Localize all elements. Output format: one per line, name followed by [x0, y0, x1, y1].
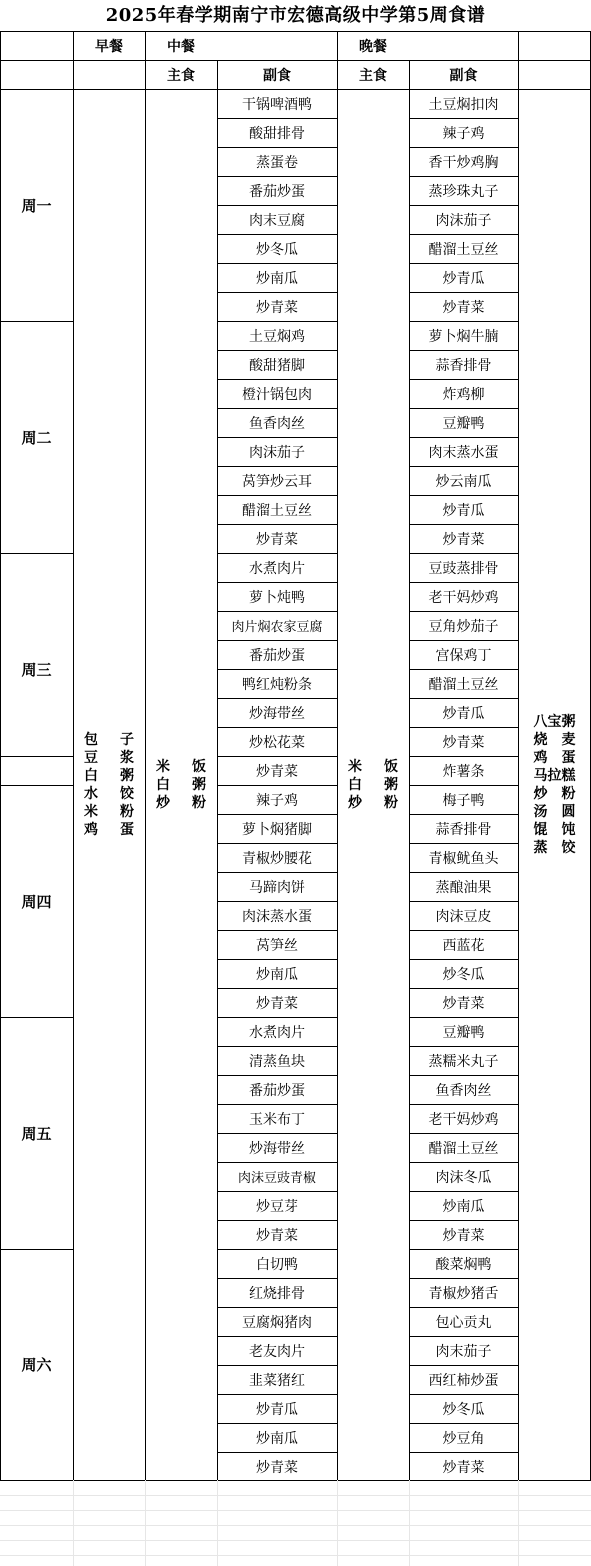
grid-line — [0, 89, 591, 90]
dinner-side-dish: 炒冬瓜 — [442, 966, 485, 983]
night-snack-item: 蛋 — [561, 749, 576, 766]
row-line — [409, 1423, 518, 1424]
dinner-side-dish: 醋溜土豆丝 — [428, 241, 499, 258]
lunch-side-dish: 鸭红炖粉条 — [242, 676, 312, 693]
lunch-side-dish: 炒南瓜 — [256, 966, 298, 983]
row-line — [409, 321, 518, 322]
lunch-side-dish: 萝卜炖鸭 — [249, 589, 305, 606]
row-line — [409, 553, 518, 554]
empty-grid-line — [145, 1480, 146, 1566]
dinner-side-dish: 肉沫冬瓜 — [435, 1169, 492, 1186]
day-separator — [0, 553, 73, 554]
lunch-side-dish: 番茄炒蛋 — [249, 183, 305, 200]
dinner-side-dish: 炒青菜 — [442, 995, 485, 1012]
dinner-side-dish: 炒青菜 — [442, 1227, 485, 1244]
row-line — [217, 1104, 337, 1105]
dinner-side-dish: 宫保鸡丁 — [435, 647, 492, 664]
breakfast-items-cell — [73, 89, 145, 1480]
row-line — [217, 756, 337, 757]
row-line — [409, 379, 518, 380]
lunch-side-dish: 番茄炒蛋 — [249, 647, 305, 664]
empty-grid-line — [337, 1480, 338, 1566]
dinner-side-dish: 肉沫茄子 — [435, 212, 492, 229]
row-line — [409, 1278, 518, 1279]
breakfast-items — [84, 731, 134, 839]
row-line — [409, 1017, 518, 1018]
grid-line — [0, 60, 591, 61]
dinner-side-dish: 炒豆角 — [442, 1430, 485, 1447]
empty-grid-line — [73, 1480, 74, 1566]
header-lunch-side: 副食 — [263, 67, 291, 84]
row-line — [217, 147, 337, 148]
lunch-side-dish: 炒青菜 — [256, 995, 298, 1012]
row-line — [409, 640, 518, 641]
lunch-side-dish: 炒南瓜 — [256, 1430, 298, 1447]
row-line — [217, 379, 337, 380]
day-label: 周五 — [21, 1124, 52, 1143]
row-line — [217, 727, 337, 728]
lunch-side-dish: 肉片焖农家豆腐 — [231, 620, 323, 635]
lunch-staple-item: 白 — [156, 776, 170, 793]
breakfast-item: 粉 — [120, 803, 134, 820]
dinner-side-dish: 醋溜土豆丝 — [428, 1140, 499, 1157]
row-line — [217, 408, 337, 409]
dinner-side-dish: 蒸糯米丸子 — [428, 1053, 499, 1070]
dinner-staple-items — [348, 758, 398, 812]
lunch-side-dish: 炒南瓜 — [256, 270, 298, 287]
row-line — [217, 814, 337, 815]
dinner-side-dish: 老干妈炒鸡 — [428, 589, 499, 606]
row-line — [409, 1365, 518, 1366]
row-line — [409, 611, 518, 612]
breakfast-item: 蛋 — [120, 821, 134, 838]
lunch-staple-item: 炒 — [156, 794, 170, 811]
lunch-staple-item: 米 — [156, 758, 170, 775]
dinner-side-dish: 炒青菜 — [442, 1459, 485, 1476]
dinner-side-dish: 炒冬瓜 — [442, 1401, 485, 1418]
row-line — [217, 930, 337, 931]
row-line — [409, 988, 518, 989]
lunch-side-dish: 炒海带丝 — [249, 1140, 305, 1157]
night-snack-item: 圆 — [561, 803, 576, 820]
row-line — [217, 205, 337, 206]
lunch-staple-item: 粉 — [192, 794, 206, 811]
row-line — [217, 1423, 337, 1424]
day-separator — [0, 1249, 73, 1250]
lunch-side-dish: 清蒸鱼块 — [249, 1053, 305, 1070]
row-line — [409, 1336, 518, 1337]
dinner-side-dish: 萝卜焖牛腩 — [428, 328, 499, 345]
row-line — [217, 1191, 337, 1192]
row-line — [409, 1046, 518, 1047]
lunch-side-dish: 韭菜猪红 — [249, 1372, 305, 1389]
row-line — [409, 1307, 518, 1308]
header-lunch: 中餐 — [167, 38, 195, 55]
row-line — [217, 872, 337, 873]
row-line — [409, 1075, 518, 1076]
table-border — [0, 31, 591, 32]
row-line — [217, 1336, 337, 1337]
dinner-side-dish: 炒云南瓜 — [435, 473, 492, 490]
row-line — [409, 1191, 518, 1192]
dinner-staple-item: 粥 — [384, 776, 398, 793]
lunch-side-dish: 老友肉片 — [249, 1343, 305, 1360]
row-line — [217, 1133, 337, 1134]
night-snack-item: 汤 — [533, 803, 548, 820]
row-line — [409, 698, 518, 699]
row-line — [409, 118, 518, 119]
lunch-side-dish: 玉米布丁 — [249, 1111, 305, 1128]
row-line — [409, 814, 518, 815]
day-label: 周二 — [21, 428, 52, 447]
row-line — [217, 1075, 337, 1076]
night-snack-item: 鸡 — [533, 749, 548, 766]
row-line — [409, 959, 518, 960]
row-line — [217, 843, 337, 844]
row-line — [217, 1394, 337, 1395]
day-label: 周一 — [21, 196, 52, 215]
row-line — [217, 234, 337, 235]
row-line — [409, 1452, 518, 1453]
row-line — [217, 669, 337, 670]
row-line — [409, 843, 518, 844]
night-snack-item: 麦 — [561, 731, 576, 748]
row-line — [409, 582, 518, 583]
dinner-staple-item: 粉 — [384, 794, 398, 811]
night-snack-item: 饨 — [561, 821, 576, 838]
dinner-side-dish: 包心贡丸 — [435, 1314, 492, 1331]
dinner-side-dish: 辣子鸡 — [442, 125, 485, 142]
empty-grid-line — [0, 1540, 591, 1541]
row-line — [409, 1249, 518, 1250]
lunch-side-dish: 炒冬瓜 — [256, 241, 298, 258]
lunch-side-dish: 橙汁锅包肉 — [242, 386, 312, 403]
empty-grid-line — [217, 1480, 218, 1566]
dinner-side-dish: 梅子鸭 — [442, 792, 485, 809]
row-line — [217, 1220, 337, 1221]
row-line — [217, 466, 337, 467]
dinner-side-dish: 西蓝花 — [442, 937, 485, 954]
dinner-side-dish: 炒青瓜 — [442, 270, 485, 287]
dinner-side-dish: 西红柿炒蛋 — [428, 1372, 499, 1389]
row-line — [217, 1249, 337, 1250]
night-snack-item: 蒸 — [533, 839, 548, 856]
day-separator — [0, 756, 73, 757]
row-line — [217, 959, 337, 960]
row-line — [217, 901, 337, 902]
header-lunch-staple: 主食 — [167, 67, 195, 84]
row-line — [409, 466, 518, 467]
dinner-staple-item: 饭 — [384, 758, 398, 775]
row-line — [217, 350, 337, 351]
lunch-side-dish: 炒松花菜 — [249, 734, 305, 751]
lunch-side-dish: 肉沫蒸水蛋 — [242, 908, 312, 925]
dinner-side-dish: 香干炒鸡胸 — [428, 154, 499, 171]
breakfast-item: 白 — [84, 767, 98, 784]
day-separator — [0, 1017, 73, 1018]
row-line — [217, 263, 337, 264]
dinner-staple-item: 米 — [348, 758, 362, 775]
row-line — [409, 176, 518, 177]
table-border — [0, 1480, 591, 1481]
row-line — [409, 1162, 518, 1163]
lunch-side-dish: 炒青菜 — [256, 1459, 298, 1476]
lunch-staple-items — [156, 758, 206, 812]
dinner-side-dish: 炒南瓜 — [442, 1198, 485, 1215]
lunch-staple-item: 饭 — [192, 758, 206, 775]
dinner-side-dish: 炒青瓜 — [442, 705, 485, 722]
row-line — [217, 437, 337, 438]
dinner-side-dish: 鱼香肉丝 — [435, 1082, 492, 1099]
day-label: 周六 — [21, 1356, 52, 1374]
day-label: 周三 — [21, 660, 52, 679]
night-snack-items — [534, 713, 576, 857]
dinner-staple-cell — [337, 89, 409, 1480]
lunch-side-dish: 炒青菜 — [256, 1227, 298, 1244]
grid-line — [409, 60, 410, 1480]
night-snack-item: 马拉糕 — [533, 767, 576, 784]
lunch-side-dish: 青椒炒腰花 — [242, 850, 312, 867]
lunch-side-dish: 炒青菜 — [256, 763, 298, 780]
lunch-side-dish: 蒸蛋卷 — [256, 154, 298, 171]
row-line — [217, 1162, 337, 1163]
lunch-side-dish: 炒海带丝 — [249, 705, 305, 722]
dinner-side-dish: 蒜香排骨 — [435, 821, 492, 838]
row-line — [217, 495, 337, 496]
grid-line — [337, 31, 338, 1480]
night-snack-item: 烧 — [533, 731, 548, 748]
lunch-side-dish: 鱼香肉丝 — [249, 415, 305, 432]
row-line — [217, 582, 337, 583]
lunch-side-dish: 萝卜焖猪脚 — [242, 821, 312, 838]
dinner-side-dish: 炒青菜 — [442, 734, 485, 751]
row-line — [409, 495, 518, 496]
lunch-side-dish: 肉沫茄子 — [249, 444, 305, 461]
lunch-side-dish: 炒豆芽 — [256, 1198, 298, 1215]
lunch-side-dish: 醋溜土豆丝 — [242, 502, 312, 519]
lunch-side-dish: 白切鸭 — [256, 1256, 298, 1273]
breakfast-item: 浆 — [120, 749, 134, 766]
row-line — [217, 321, 337, 322]
row-line — [409, 1104, 518, 1105]
lunch-side-dish: 水煮肉片 — [249, 560, 305, 577]
breakfast-item: 包 — [84, 731, 98, 748]
breakfast-item: 粥 — [120, 767, 134, 784]
row-line — [217, 1365, 337, 1366]
dinner-side-dish: 青椒鱿鱼头 — [428, 850, 499, 867]
lunch-side-dish: 土豆焖鸡 — [249, 328, 305, 345]
dinner-staple-item: 炒 — [348, 794, 362, 811]
empty-grid-line — [0, 1495, 591, 1496]
row-line — [409, 930, 518, 931]
lunch-side-dish: 马蹄肉饼 — [249, 879, 305, 896]
night-snack-item: 八宝粥 — [533, 713, 576, 730]
dinner-side-dish: 肉末茄子 — [435, 1343, 492, 1360]
dinner-side-dish: 青椒炒猪舌 — [428, 1285, 499, 1302]
row-line — [217, 640, 337, 641]
lunch-side-dish: 莴笋丝 — [256, 937, 298, 954]
dinner-side-dish: 蒜香排骨 — [435, 357, 492, 374]
day-label: 周四 — [21, 892, 52, 911]
dinner-side-dish: 酸菜焖鸭 — [435, 1256, 492, 1273]
row-line — [217, 524, 337, 525]
page-title: 2025年春学期南宁市宏德高级中学第5周食谱 — [105, 5, 486, 26]
dinner-side-dish: 炒青菜 — [442, 299, 485, 316]
row-line — [409, 350, 518, 351]
breakfast-item: 水 — [84, 785, 98, 802]
lunch-side-dish: 炒青瓜 — [256, 1401, 298, 1418]
lunch-side-dish: 干锅啤酒鸭 — [242, 96, 312, 113]
breakfast-item: 米 — [84, 803, 98, 820]
row-line — [217, 988, 337, 989]
dinner-side-dish: 豆瓣鸭 — [442, 415, 485, 432]
dinner-side-dish: 醋溜土豆丝 — [428, 676, 499, 693]
lunch-side-dish: 水煮肉片 — [249, 1024, 305, 1041]
lunch-side-dish: 酸甜排骨 — [249, 125, 305, 142]
row-line — [409, 1133, 518, 1134]
night-snack-item: 馄 — [533, 821, 548, 838]
row-line — [217, 1307, 337, 1308]
dinner-side-dish: 豆瓣鸭 — [442, 1024, 485, 1041]
lunch-side-dish: 肉末豆腐 — [249, 212, 305, 229]
dinner-side-dish: 豆角炒茄子 — [428, 618, 499, 635]
dinner-side-dish: 肉沫豆皮 — [435, 908, 492, 925]
breakfast-item: 鸡 — [84, 821, 98, 838]
empty-grid-line — [0, 1510, 591, 1511]
day-separator — [0, 785, 73, 786]
lunch-side-dish: 酸甜猪脚 — [249, 357, 305, 374]
row-line — [409, 292, 518, 293]
row-line — [217, 553, 337, 554]
row-line — [217, 785, 337, 786]
empty-grid-line — [0, 1525, 591, 1526]
lunch-side-dish: 莴笋炒云耳 — [242, 473, 312, 490]
lunch-side-dish: 豆腐焖猪肉 — [242, 1314, 312, 1331]
row-line — [409, 263, 518, 264]
grid-line — [518, 31, 519, 1480]
breakfast-item: 豆 — [84, 749, 98, 766]
breakfast-item: 饺 — [120, 785, 134, 802]
night-snack-cell — [518, 89, 591, 1480]
breakfast-item: 子 — [120, 731, 134, 748]
dinner-side-dish: 蒸珍珠丸子 — [428, 183, 499, 200]
dinner-side-dish: 炒青瓜 — [442, 502, 485, 519]
grid-line — [73, 31, 74, 1480]
row-line — [409, 872, 518, 873]
lunch-staple-cell — [145, 89, 217, 1480]
row-line — [409, 1220, 518, 1221]
dinner-side-dish: 豆豉蒸排骨 — [428, 560, 499, 577]
row-line — [409, 524, 518, 525]
row-line — [409, 669, 518, 670]
row-line — [217, 1278, 337, 1279]
dinner-side-dish: 老干妈炒鸡 — [428, 1111, 499, 1128]
dinner-side-dish: 炸薯条 — [442, 763, 485, 780]
header-breakfast: 早餐 — [95, 38, 123, 55]
lunch-side-dish: 肉沫豆豉青椒 — [237, 1171, 316, 1186]
row-line — [217, 698, 337, 699]
row-line — [409, 901, 518, 902]
dinner-staple-item: 白 — [348, 776, 362, 793]
lunch-side-dish: 辣子鸡 — [256, 792, 298, 809]
header-dinner-side: 副食 — [449, 67, 478, 84]
grid-line — [145, 31, 146, 1480]
row-line — [217, 1046, 337, 1047]
lunch-side-dish: 炒青菜 — [256, 299, 298, 316]
night-snack-item: 饺 — [561, 839, 576, 856]
row-line — [217, 176, 337, 177]
row-line — [217, 611, 337, 612]
lunch-staple-item: 粥 — [192, 776, 206, 793]
empty-grid-line — [409, 1480, 410, 1566]
night-snack-item: 炒 — [533, 785, 548, 802]
row-line — [217, 292, 337, 293]
row-line — [409, 756, 518, 757]
grid-line — [217, 60, 218, 1480]
header-dinner-staple: 主食 — [359, 67, 387, 84]
lunch-side-dish: 番茄炒蛋 — [249, 1082, 305, 1099]
row-line — [409, 785, 518, 786]
row-line — [217, 1017, 337, 1018]
row-line — [409, 437, 518, 438]
dinner-side-dish: 肉末蒸水蛋 — [428, 444, 499, 461]
dinner-side-dish: 土豆焖扣肉 — [428, 96, 499, 113]
empty-grid-line — [518, 1480, 519, 1566]
row-line — [409, 147, 518, 148]
row-line — [217, 1452, 337, 1453]
header-dinner: 晚餐 — [359, 38, 387, 55]
empty-grid-line — [0, 1555, 591, 1556]
row-line — [409, 234, 518, 235]
night-snack-item: 粉 — [561, 785, 576, 802]
lunch-side-dish: 炒青菜 — [256, 531, 298, 548]
lunch-side-dish: 红烧排骨 — [249, 1285, 305, 1302]
dinner-side-dish: 炒青菜 — [442, 531, 485, 548]
day-separator — [0, 321, 73, 322]
row-line — [409, 408, 518, 409]
dinner-side-dish: 炸鸡柳 — [442, 386, 485, 403]
row-line — [217, 118, 337, 119]
dinner-side-dish: 蒸酿油果 — [435, 879, 492, 896]
row-line — [409, 727, 518, 728]
row-line — [409, 205, 518, 206]
row-line — [409, 1394, 518, 1395]
